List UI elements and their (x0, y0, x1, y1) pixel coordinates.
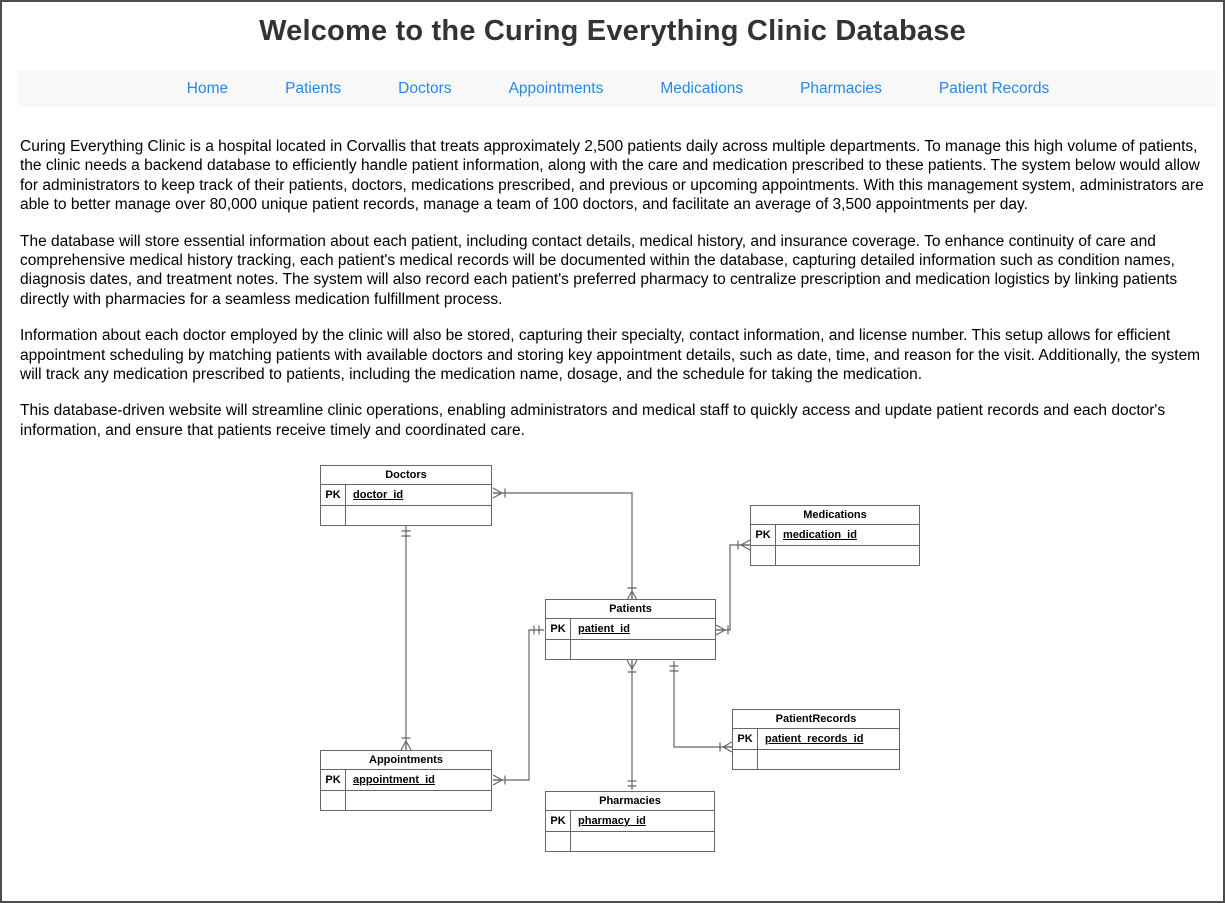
paragraph-overview: Curing Everything Clinic is a hospital located in Corvallis that treats approximately 2,500 patients daily across multiple departments. To manage this high volume of patients, the clinic needs a backend database to efficiently handle patient information, along with the care and medication prescribed to these patients. The system below would allow for administrators to keep track of their patients, doctors, medications prescribed, and previous or upcoming appointments. With this management system, administrators are able to better manage over 80,000 unique patient records, manage a team of 100 doctors, and facilitate an average of 3,500 appointments per day. (20, 138, 1204, 214)
nav-link-medications[interactable]: Medications (660, 79, 744, 97)
pk-label: PK (321, 485, 346, 505)
page-title: Welcome to the Curing Everything Clinic Database (259, 15, 966, 47)
pk-field: patient_records_id (765, 733, 864, 746)
paragraph-doctor-data: Information about each doctor employed by the clinic will also be stored, capturing their specialty, contact information, and license number. This setup allows for efficient appointment scheduling by matching patients with available doctors and storing key appointment details, such as date, time, and reason for the visit. Additionally, the system will track any medication prescribed to patients, including the medication name, dosage, and the schedule for taking the medication. (20, 327, 1201, 384)
entity-table-medications (750, 505, 920, 566)
entity-table-doctors (320, 465, 492, 526)
entity-table-patientrecords (732, 709, 900, 770)
table-title: PatientRecords (733, 710, 899, 729)
pk-label: PK (546, 811, 571, 831)
nav-link-doctors[interactable]: Doctors (398, 79, 452, 97)
nav-link-home[interactable]: Home (186, 79, 229, 97)
pk-label: PK (321, 770, 346, 790)
pk-field: appointment_id (353, 774, 435, 787)
table-title: Pharmacies (546, 792, 714, 811)
nav-link-patient-records[interactable]: Patient Records (938, 79, 1050, 97)
table-title: Appointments (321, 751, 491, 770)
nav-link-appointments[interactable]: Appointments (508, 79, 604, 97)
entity-table-pharmacies (545, 791, 715, 852)
pk-field: pharmacy_id (578, 815, 646, 828)
er-diagram (2, 457, 1225, 882)
empty-attribute-row (751, 546, 919, 565)
table-title: Patients (546, 600, 715, 619)
empty-attribute-row (321, 506, 491, 525)
pk-label: PK (733, 729, 758, 749)
empty-attribute-row (546, 832, 714, 851)
paragraph-summary: This database-driven website will streamline clinic operations, enabling administrators and medical staff to quickly access and update patient records and each doctor's information, and ensure that patients receive timely and coordinated care. (20, 402, 1166, 439)
pk-label: PK (546, 619, 571, 639)
pk-field: patient_id (578, 623, 630, 636)
intro-text (20, 137, 1212, 440)
main-navigation (18, 70, 1218, 107)
nav-link-pharmacies[interactable]: Pharmacies (800, 79, 882, 97)
pk-field: medication_id (783, 529, 857, 542)
empty-attribute-row (546, 640, 715, 659)
entity-table-appointments (320, 750, 492, 811)
empty-attribute-row (321, 791, 491, 810)
table-title: Doctors (321, 466, 491, 485)
nav-link-patients[interactable]: Patients (285, 79, 342, 97)
table-title: Medications (751, 506, 919, 525)
paragraph-patient-data: The database will store essential information about each patient, including contact details, medical history, and insurance coverage. To enhance continuity of care and comprehensive medical history tracking, each patient's medical records will be documented within the database, capturing detailed information such as condition names, diagnosis dates, and treatment notes. The system will also record each patient's preferred pharmacy to centralize prescription and medication logistics by linking patients directly with pharmacies for a seamless medication fulfillment process. (20, 232, 1178, 308)
pk-field: doctor_id (353, 489, 404, 502)
empty-attribute-row (733, 750, 899, 769)
pk-label: PK (751, 525, 776, 545)
entity-table-patients (545, 599, 716, 660)
